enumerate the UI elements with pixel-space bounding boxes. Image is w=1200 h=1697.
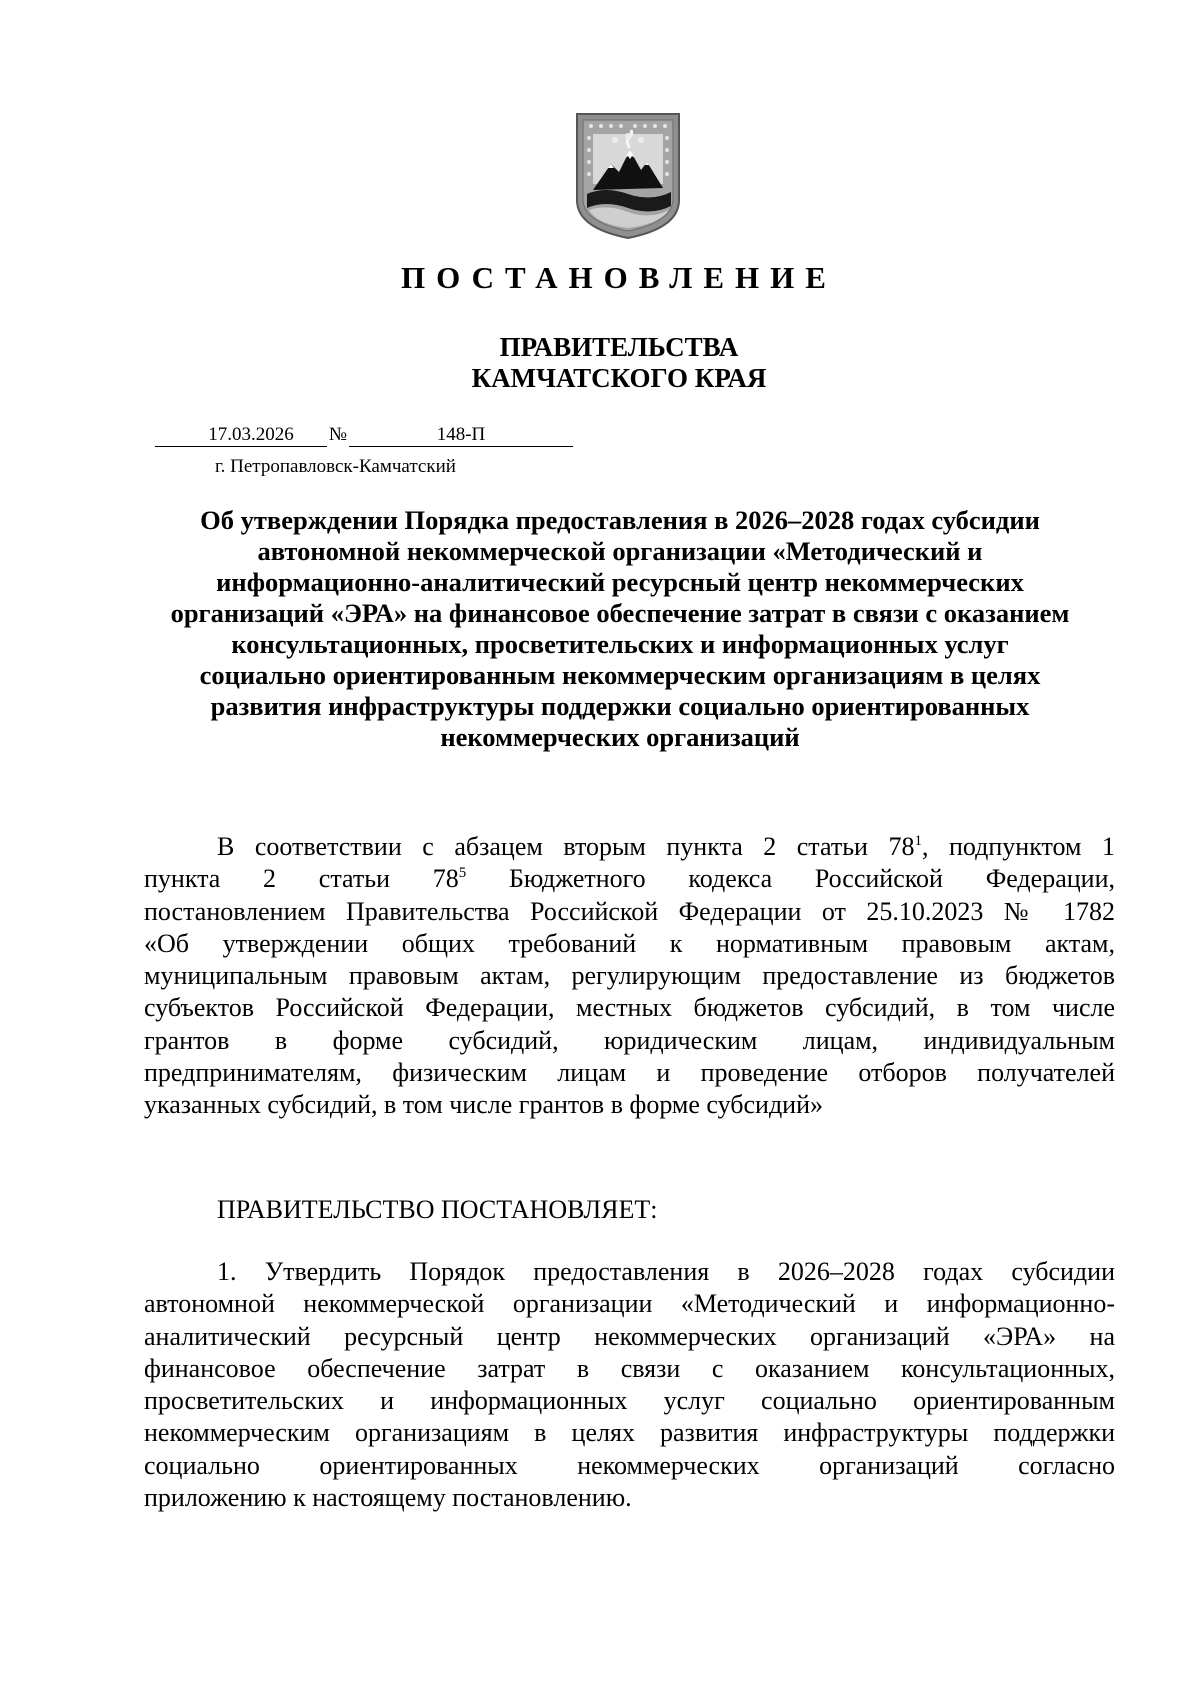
item-line: социально ориентированных некоммерческих организаций согласно (144, 1450, 1115, 1480)
item-line: финансовое обеспечение затрат в связи с оказанием консультационных, (144, 1353, 1115, 1383)
preamble-line: субъектов Российской Федерации, местных бюджетов субсидий, в том числе (144, 993, 1115, 1023)
decree-operative-words: ПРАВИТЕЛЬСТВО ПОСТАНОВЛЯЕТ: (217, 1195, 658, 1224)
text-run: В соответствии с абзацем вторым пункта 2 статьи 78 (217, 832, 915, 861)
preamble-paragraph (144, 831, 1115, 1122)
item-line: автономной некоммерческой организации «Методический и информационно- (144, 1289, 1115, 1319)
subject-line: автономной некоммерческой организации «Методический и (257, 536, 983, 566)
preamble-line: указанных субсидий, в том числе грантов в форме субсидий» (144, 1090, 824, 1120)
preamble-line (144, 831, 1115, 863)
item-line: 1. Утвердить Порядок предоставления в 2026–2028 годах субсидии (217, 1257, 1115, 1286)
item-line: приложению к настоящему постановлению. (144, 1483, 632, 1513)
text-run: Бюджетного кодекса Российской Федерации, (466, 864, 1115, 894)
preamble-line: предпринимателям, физическим лицам и проведение отборов получателей (144, 1058, 1115, 1088)
item-line: просветительских и информационных услуг социально ориентированным (144, 1386, 1115, 1416)
subject-line: консультационных, просветительских и информационных услуг (231, 629, 1009, 659)
number-sign: № (328, 424, 348, 445)
subject-line: некоммерческих организаций (440, 722, 800, 752)
text-run: , подпунктом 1 (921, 832, 1115, 861)
preamble-line: муниципальным правовым актам, регулирующим предоставление из бюджетов (144, 961, 1115, 991)
preamble-line: постановлением Правительства Российской Федерации от 25.10.2023 № 1782 (144, 896, 1115, 926)
subject-line: информационно-аналитический ресурсный центр некоммерческих (216, 567, 1024, 597)
subject-line: Об утверждении Порядка предоставления в 2026–2028 годах субсидии (200, 505, 1040, 535)
preamble-line (144, 863, 1115, 895)
superscript: 5 (458, 865, 467, 882)
document-type-title: ПОСТАНОВЛЕНИЕ (401, 260, 837, 295)
preamble-line: «Об утверждении общих требований к нормативным правовым актам, (144, 928, 1115, 958)
preamble-line: грантов в форме субсидий, юридическим лицам, индивидуальным (144, 1025, 1115, 1055)
text-run: пункта 2 статьи 78 (144, 864, 459, 894)
place-of-issue: г. Петропавловск-Камчатский (215, 456, 456, 477)
authority-line-1: ПРАВИТЕЛЬСТВА (499, 332, 739, 362)
subject-line: социально ориентированным некоммерческим организациям в целях (199, 660, 1041, 690)
registration-number: 148-П (349, 424, 573, 447)
superscript: 1 (914, 833, 922, 849)
subject-line: организаций «ЭРА» на финансовое обеспечение затрат в связи с оказанием (170, 598, 1070, 628)
kamchatka-coat-of-arms-icon (575, 112, 681, 240)
document-subject (140, 505, 1100, 753)
item-line: аналитический ресурсный центр некоммерческих организаций «ЭРА» на (144, 1321, 1115, 1351)
authority-line-2: КАМЧАТСКОГО КРАЯ (471, 363, 767, 393)
item-1-paragraph (144, 1256, 1115, 1514)
subject-line: развития инфраструктуры поддержки социально ориентированных (210, 691, 1030, 721)
item-line: некоммерческим организациям в целях развития инфраструктуры поддержки (144, 1418, 1115, 1448)
issuing-authority (0, 332, 1200, 394)
registration-date: 17.03.2026 (155, 424, 327, 447)
